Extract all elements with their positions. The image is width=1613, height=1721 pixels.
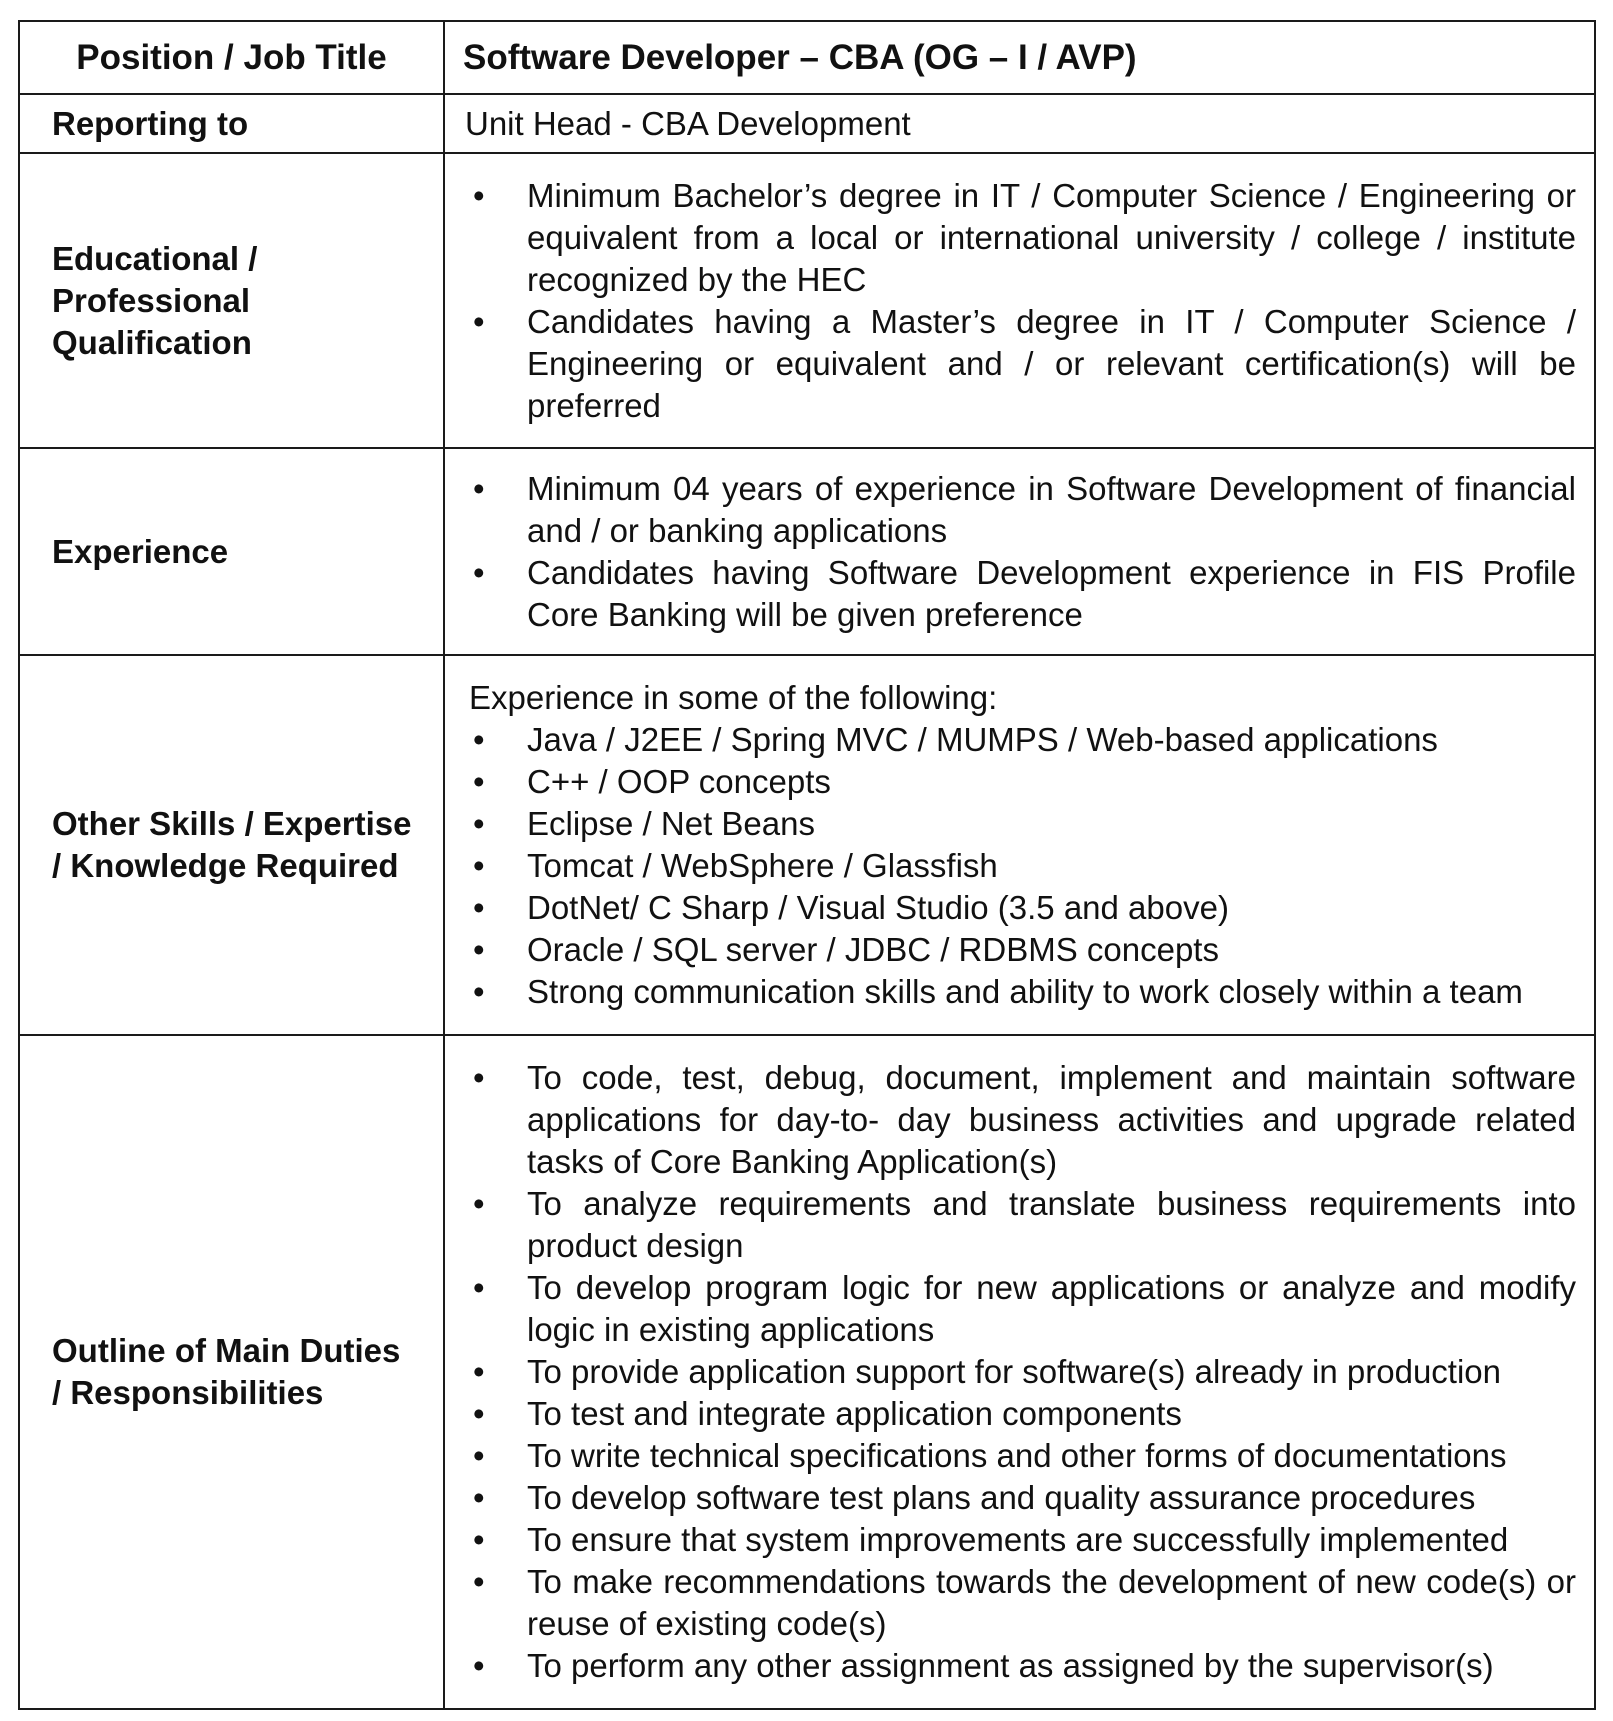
education-value — [444, 153, 1595, 448]
list-item — [469, 552, 1576, 636]
education-list — [469, 175, 1576, 427]
bullet-icon: • — [473, 1437, 485, 1474]
list-item — [469, 803, 1576, 845]
bullet-icon: • — [473, 1521, 485, 1558]
experience-value — [444, 448, 1595, 655]
list-item — [469, 1435, 1576, 1477]
duties-row — [19, 1035, 1595, 1709]
duties-label-line: / Responsibilities — [52, 1374, 324, 1411]
education-label-line: Qualification — [52, 323, 252, 361]
list-item — [469, 971, 1576, 1013]
bullet-icon: • — [473, 805, 485, 842]
list-item — [469, 468, 1576, 552]
reporting-row — [19, 94, 1595, 153]
list-item-text: Minimum 04 years of experience in Software Development of financial and / or banking applications — [527, 469, 1576, 549]
list-item-text: To write technical specifications and other forms of documentations — [527, 1437, 1507, 1474]
bullet-icon: • — [473, 302, 485, 340]
list-item — [469, 175, 1576, 301]
list-item — [469, 1393, 1576, 1435]
bullet-icon: • — [473, 847, 485, 884]
list-item-text: Tomcat / WebSphere / Glassfish — [527, 847, 998, 884]
header-row — [19, 21, 1595, 94]
list-item-text: To analyze requirements and translate business requirements into product design — [527, 1185, 1576, 1264]
bullet-icon: • — [473, 1353, 485, 1390]
experience-list — [469, 468, 1576, 636]
experience-label: Experience — [19, 448, 444, 655]
position-title-value: Software Developer – CBA (OG – I / AVP) — [444, 21, 1595, 94]
list-item-text: Oracle / SQL server / JDBC / RDBMS concepts — [527, 931, 1219, 968]
education-label-line: Professional — [52, 281, 251, 319]
education-row — [19, 153, 1595, 448]
list-item-text: Eclipse / Net Beans — [527, 805, 815, 842]
list-item — [469, 929, 1576, 971]
skills-intro: Experience in some of the following: — [469, 679, 998, 716]
bullet-icon: • — [473, 721, 485, 758]
bullet-icon: • — [473, 1563, 485, 1600]
list-item-text: Candidates having Software Development experience in FIS Profile Core Banking will be given preference — [527, 553, 1576, 633]
list-item-text: Minimum Bachelor’s degree in IT / Computer Science / Engineering or equivalent from a local or international university / college / institute recognized by the HEC — [527, 176, 1576, 298]
skills-label-line: Other Skills / Expertise — [52, 805, 412, 842]
bullet-icon: • — [473, 763, 485, 800]
list-item-text: DotNet/ C Sharp / Visual Studio (3.5 and above) — [527, 889, 1229, 926]
list-item-text: To develop software test plans and quality assurance procedures — [527, 1479, 1476, 1516]
job-description-table — [18, 20, 1596, 1710]
duties-list — [469, 1057, 1576, 1687]
list-item-text: To develop program logic for new applications or analyze and modify logic in existing applications — [527, 1269, 1576, 1348]
list-item — [469, 845, 1576, 887]
reporting-label: Reporting to — [19, 94, 444, 153]
position-title-label: Position / Job Title — [19, 21, 444, 94]
list-item — [469, 1351, 1576, 1393]
list-item — [469, 719, 1576, 761]
bullet-icon: • — [473, 973, 485, 1010]
list-item-text: To perform any other assignment as assigned by the supervisor(s) — [527, 1647, 1494, 1684]
list-item — [469, 1477, 1576, 1519]
bullet-icon: • — [473, 1479, 485, 1516]
list-item-text: To test and integrate application components — [527, 1395, 1182, 1432]
list-item-text: Candidates having a Master’s degree in IT / Computer Science / Engineering or equivalent and / or relevant certification(s) will be preferred — [527, 302, 1576, 424]
list-item-text: Strong communication skills and ability to work closely within a team — [527, 973, 1523, 1010]
list-item — [469, 1561, 1576, 1645]
list-item — [469, 301, 1576, 427]
bullet-icon: • — [473, 1269, 485, 1306]
skills-value — [444, 655, 1595, 1035]
bullet-icon: • — [473, 1395, 485, 1432]
list-item — [469, 887, 1576, 929]
skills-label-line: / Knowledge Required — [52, 847, 399, 884]
duties-label — [19, 1035, 444, 1709]
bullet-icon: • — [473, 889, 485, 926]
bullet-icon: • — [473, 553, 485, 591]
duties-value — [444, 1035, 1595, 1709]
bullet-icon: • — [473, 931, 485, 968]
list-item-text: Java / J2EE / Spring MVC / MUMPS / Web-based applications — [527, 721, 1438, 758]
bullet-icon: • — [473, 176, 485, 214]
bullet-icon: • — [473, 1185, 485, 1222]
bullet-icon: • — [473, 1647, 485, 1684]
list-item — [469, 1183, 1576, 1267]
list-item-text: C++ / OOP concepts — [527, 763, 831, 800]
reporting-value: Unit Head - CBA Development — [444, 94, 1595, 153]
education-label — [19, 153, 444, 448]
duties-label-line: Outline of Main Duties — [52, 1332, 401, 1369]
skills-list — [469, 719, 1576, 1013]
experience-row — [19, 448, 1595, 655]
list-item — [469, 1519, 1576, 1561]
list-item — [469, 1057, 1576, 1183]
list-item-text: To code, test, debug, document, implement and maintain software applications for day-to- day business activities and upgrade related tasks of Core Banking Application(s) — [527, 1059, 1576, 1180]
job-description-document — [18, 20, 1594, 1710]
bullet-icon: • — [473, 1059, 485, 1096]
skills-label — [19, 655, 444, 1035]
list-item — [469, 761, 1576, 803]
education-label-line: Educational / — [52, 239, 258, 277]
list-item-text: To make recommendations towards the development of new code(s) or reuse of existing code(s) — [527, 1563, 1576, 1642]
bullet-icon: • — [473, 469, 485, 507]
list-item-text: To ensure that system improvements are successfully implemented — [527, 1521, 1509, 1558]
list-item — [469, 1645, 1576, 1687]
list-item — [469, 1267, 1576, 1351]
list-item-text: To provide application support for software(s) already in production — [527, 1353, 1502, 1390]
skills-row — [19, 655, 1595, 1035]
